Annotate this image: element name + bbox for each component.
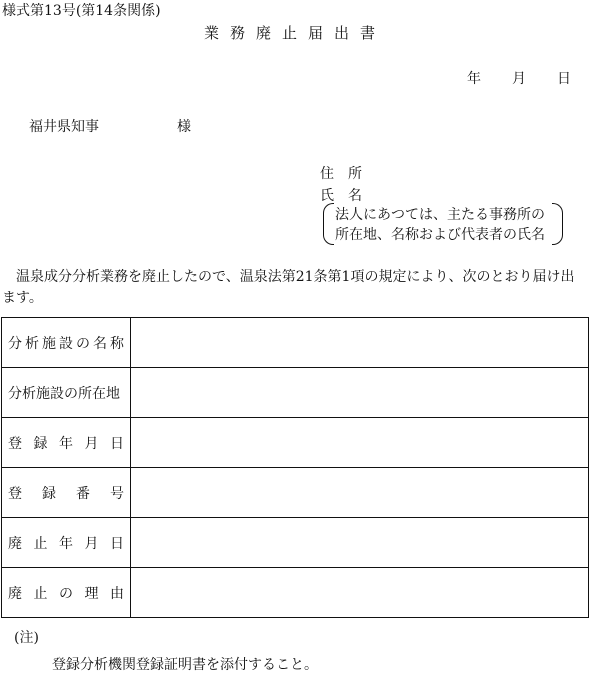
- table-row: [2, 418, 589, 468]
- date-day-label: 日: [557, 71, 571, 87]
- row-label-registration-number: 登録番号: [2, 468, 131, 518]
- row-value-registration-date[interactable]: [131, 418, 589, 468]
- row-label-facility-name: 分析施設の名称: [2, 318, 131, 368]
- name-label: 氏 名: [320, 188, 362, 204]
- row-value-registration-number[interactable]: [131, 468, 589, 518]
- table-row: [2, 468, 589, 518]
- table-row: [2, 568, 589, 618]
- notification-table: [1, 317, 589, 618]
- recipient-honorific: 様: [177, 119, 191, 135]
- row-value-abolition-reason[interactable]: [131, 568, 589, 618]
- date-month-label: 月: [512, 71, 526, 87]
- recipient-name: 福井県知事: [29, 119, 99, 135]
- row-label-abolition-reason: 廃止の理由: [2, 568, 131, 618]
- row-label-abolition-date: 廃止年月日: [2, 518, 131, 568]
- notification-statement: 温泉成分分析業務を廃止したので、温泉法第21条第1項の規定により、次のとおり届け出ます。: [2, 269, 575, 306]
- table-row: [2, 518, 589, 568]
- table-row: [2, 368, 589, 418]
- note-heading: (注): [14, 630, 39, 646]
- row-value-facility-address[interactable]: [131, 368, 589, 418]
- row-label-facility-address: 分析施設の所在地: [2, 368, 131, 418]
- row-value-facility-name[interactable]: [131, 318, 589, 368]
- bracket-right: [552, 203, 563, 245]
- bracket-left: [323, 203, 334, 245]
- document-title: 業務廃止届出書: [203, 24, 386, 42]
- row-label-registration-date: 登録年月日: [2, 418, 131, 468]
- corporate-note-line1: 法人にあつては、主たる事務所の: [335, 207, 545, 223]
- note-text: 登録分析機関登録証明書を添付すること。: [52, 657, 318, 673]
- row-value-abolition-date[interactable]: [131, 518, 589, 568]
- address-label: 住 所: [320, 166, 362, 182]
- corporate-note-line2: 所在地、名称および代表者の氏名: [335, 227, 545, 243]
- date-year-label: 年: [467, 71, 481, 87]
- corporate-note: [323, 203, 563, 245]
- table-row: [2, 318, 589, 368]
- form-number: 様式第13号(第14条関係): [2, 3, 161, 19]
